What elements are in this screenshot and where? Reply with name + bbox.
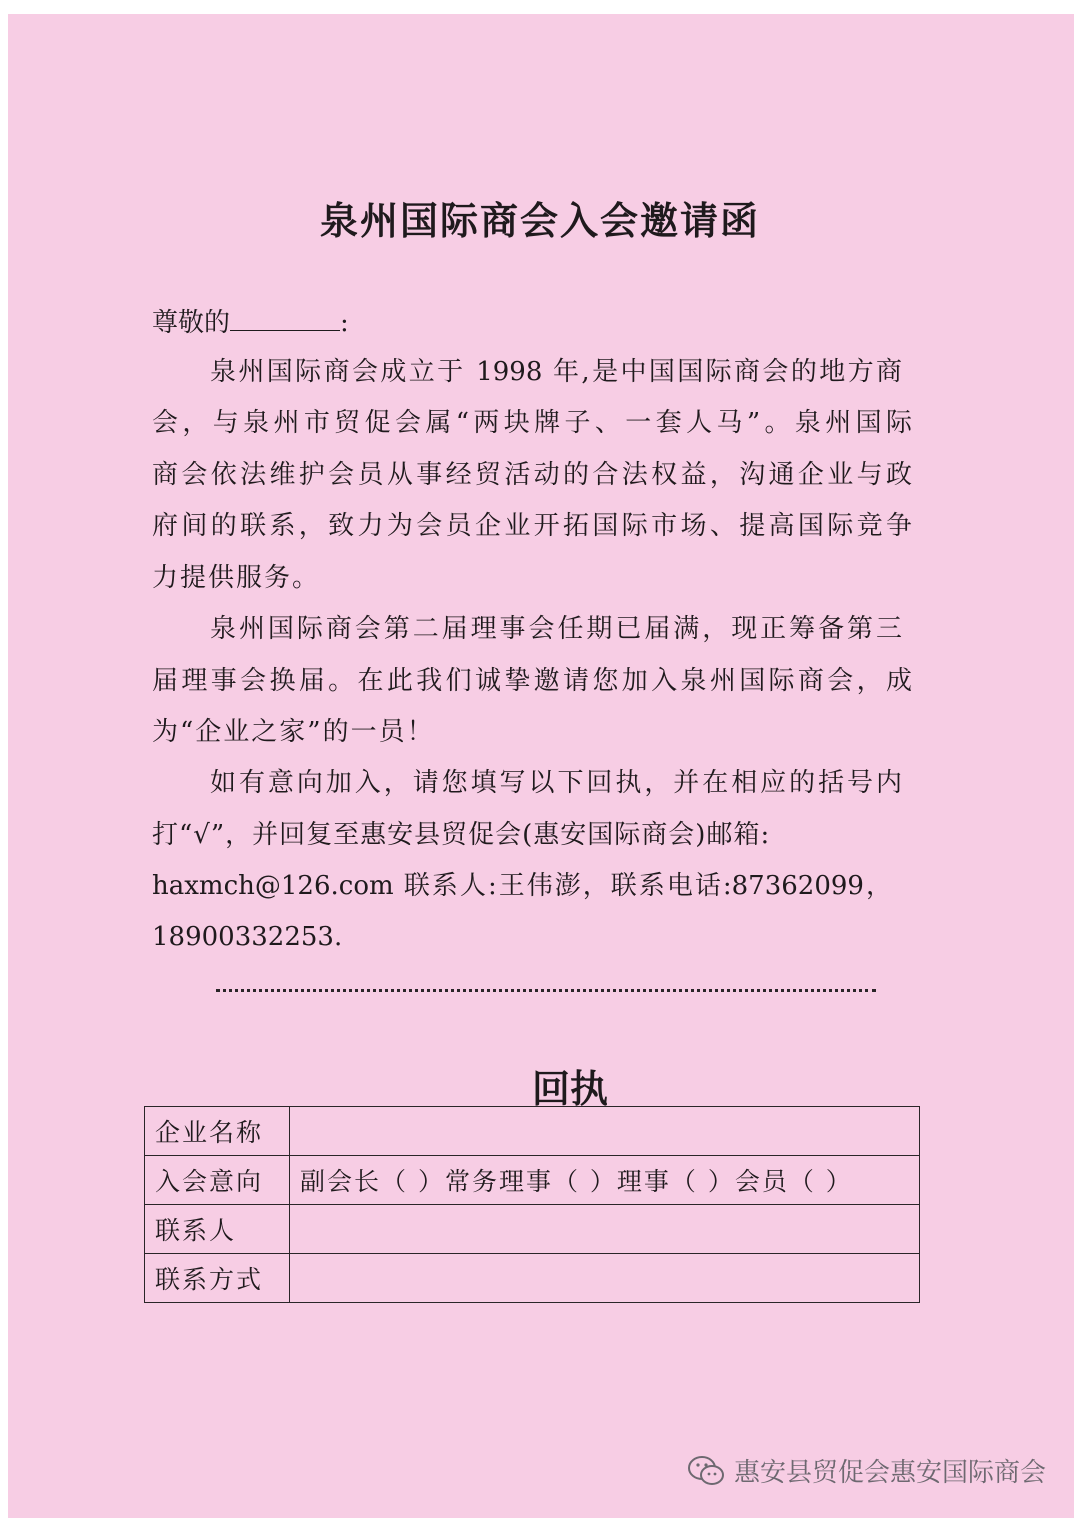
company-name-label: 企业名称 [145, 1107, 290, 1156]
wechat-icon [688, 1455, 726, 1487]
table-row [145, 1254, 920, 1303]
paragraph-line: 届理事会换届。在此我们诚挚邀请您加入泉州国际商会，成 [152, 666, 912, 696]
document-title: 泉州国际商会入会邀请函 [319, 199, 760, 243]
contact-method-field[interactable] [290, 1254, 920, 1303]
paragraph-line: 力提供服务。 [152, 563, 321, 593]
receipt-title: 回执 [531, 1067, 608, 1111]
salutation-blank [230, 306, 340, 331]
paragraph-line: 泉州国际商会成立于 1998 年,是中国国际商会的地方商 [210, 357, 902, 387]
table-row [145, 1156, 920, 1205]
table-row [145, 1205, 920, 1254]
salutation [152, 306, 912, 339]
wechat-watermark [688, 1452, 1046, 1489]
receipt-table [144, 1106, 920, 1303]
salutation-prefix: 尊敬的 [152, 308, 231, 338]
membership-intent-label: 入会意向 [145, 1156, 290, 1205]
paragraph-line: 商会依法维护会员从事经贸活动的合法权益，沟通企业与政 [152, 460, 912, 490]
paragraph-line: 打“√”，并回复至惠安县贸促会(惠安国际商会)邮箱: [152, 820, 771, 850]
contact-method-label: 联系方式 [145, 1254, 290, 1303]
cut-line-divider [216, 989, 876, 992]
membership-intent-options[interactable]: 副会长（ ）常务理事（ ）理事（ ）会员（ ） [290, 1156, 920, 1205]
paragraph-line: 泉州国际商会第二届理事会任期已届满，现正筹备第三 [210, 614, 902, 644]
paragraph-line: 会，与泉州市贸促会属“两块牌子、一套人马”。泉州国际 [152, 408, 912, 438]
company-name-field[interactable] [290, 1107, 920, 1156]
paragraph-line: 为“企业之家”的一员！ [152, 717, 435, 747]
watermark-text: 惠安县贸促会惠安国际商会 [733, 1458, 1046, 1488]
paragraph-line: haxmch@126.com 联系人:王伟澎，联系电话:87362099， [152, 871, 892, 901]
paragraph-line: 18900332253. [152, 922, 343, 952]
paragraph-line: 如有意向加入，请您填写以下回执，并在相应的括号内 [210, 768, 902, 798]
table-row [145, 1107, 920, 1156]
paragraph-line: 府间的联系，致力为会员企业开拓国际市场、提高国际竞争 [152, 511, 912, 541]
salutation-suffix: : [340, 308, 349, 338]
contact-person-label: 联系人 [145, 1205, 290, 1254]
contact-person-field[interactable] [290, 1205, 920, 1254]
